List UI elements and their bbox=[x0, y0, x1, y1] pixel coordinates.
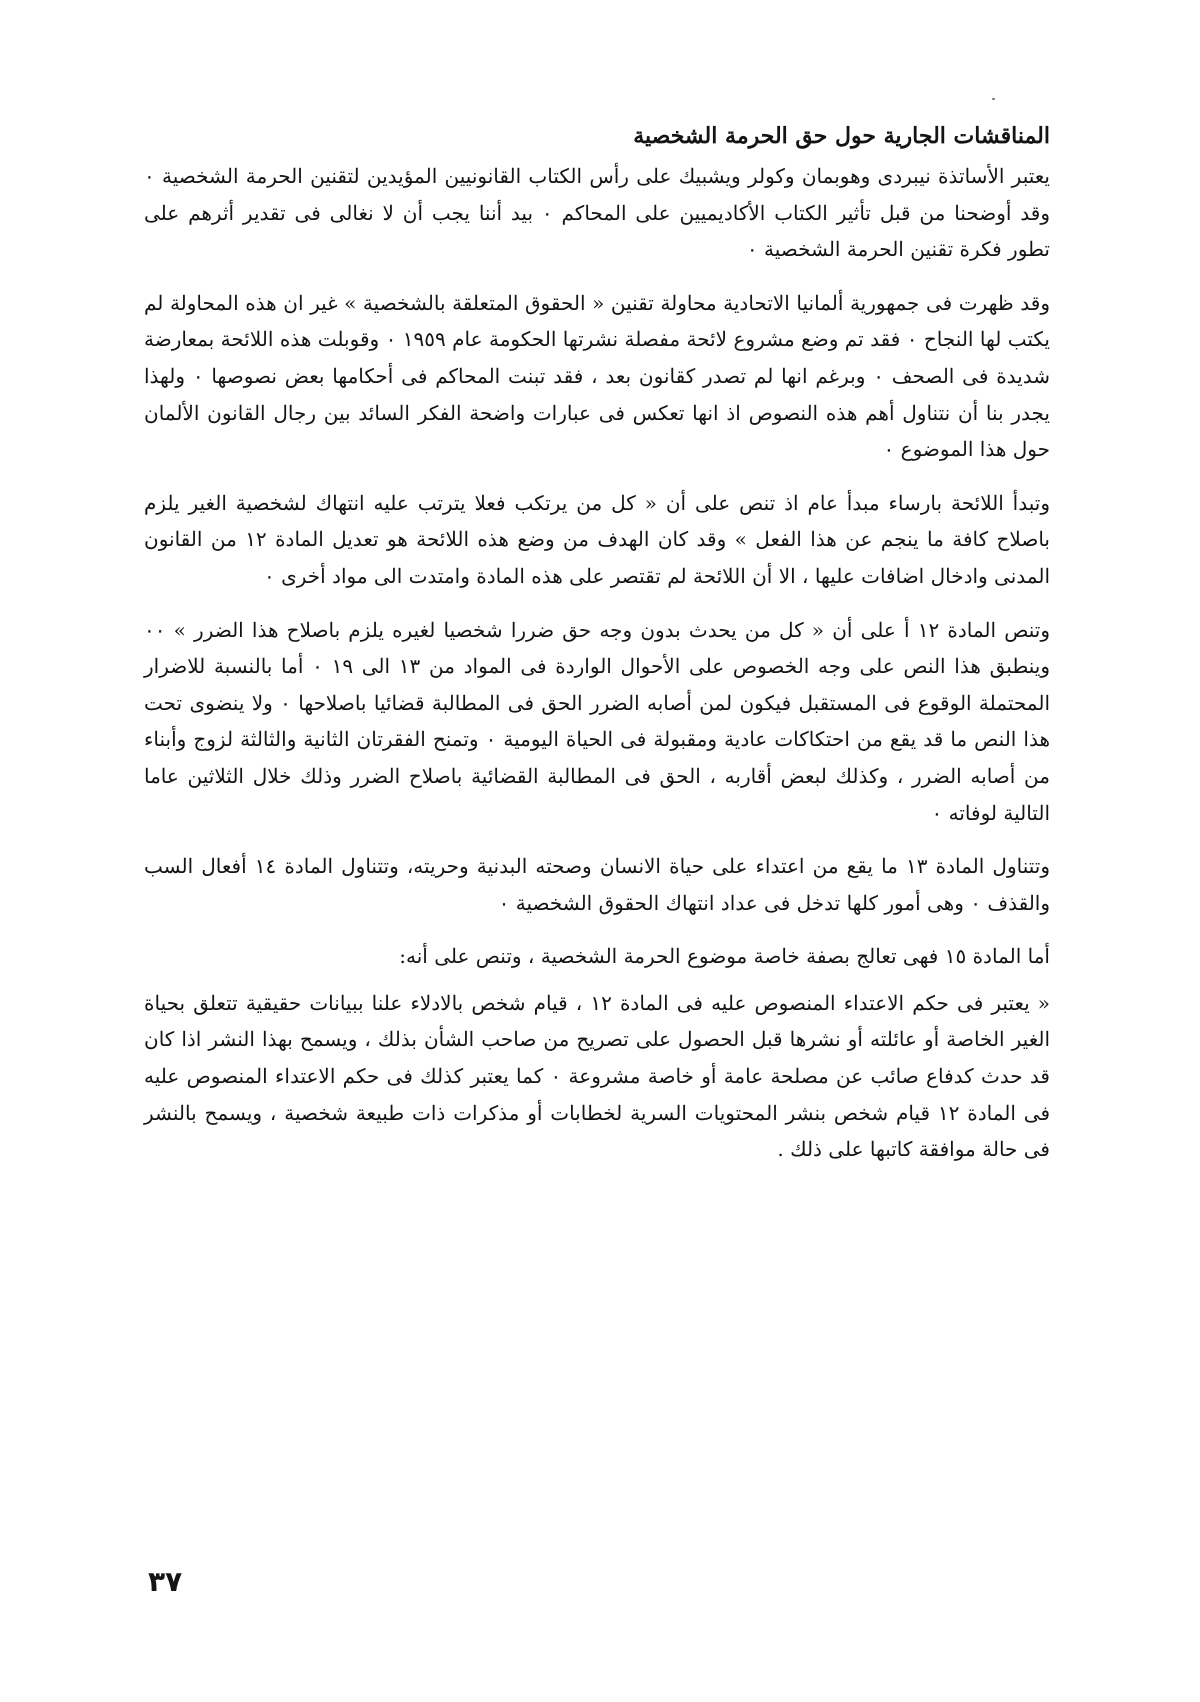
paragraph-1: يعتبر الأساتذة نيبردى وهوبمان وكولر ويشبيك على رأس الكتاب القانونيين المؤيدين لتقنين الحرمة الشخصية ٠ وقد أوضحنا من قبل تأثير الكتاب الأكاديميين على المحاكم ٠ بيد أننا يجب أن لا نغالى فى تقدير أثرهم على تطور فكرة تقنين الحرمة الشخصية ٠ bbox=[144, 164, 1050, 262]
paragraph-3: وتبدأ اللائحة بارساء مبدأ عام اذ تنص على أن « كل من يرتكب فعلا يترتب عليه انتهاك لشخصية الغير يلزم باصلاح كافة ما ينجم عن هذا الفعل » وقد كان الهدف من وضع هذه اللائحة هو تعديل المادة ١٢ من القانون المدنى وادخال اضافات عليها ، الا أن اللائحة لم تقتصر على هذه المادة وامتدت الى مواد أخرى ٠ bbox=[144, 490, 1051, 588]
quoted-article-15: « يعتبر فى حكم الاعتداء المنصوص عليه فى المادة ١٢ ، قيام شخص بالادلاء علنا ببيانات حقيقية تتعلق بحياة الغير الخاصة أو عائلته أو نشرها قبل الحصول على تصريح من صاحب الشأن بذلك ، ويسمح بهذا النشر اذا كان قد حدث كدفاع صائب عن مصلحة عامة أو خاصة مشروعة ٠ كما يعتبر كذلك فى حكم الاعتداء المنصوص عليه فى المادة ١٢ قيام شخص بنشر المحتويات السرية لخطابات أو مذكرات ذات طبيعة شخصية ، ويسمح بالنشر فى حالة موافقة كاتبها على ذلك . bbox=[144, 990, 1051, 1162]
paragraph-5: وتتناول المادة ١٣ ما يقع من اعتداء على حياة الانسان وصحته البدنية وحريته، وتتناول المادة ١٤ أفعال السب والقذف ٠ وهى أمور كلها تدخل فى عداد انتهاك الحقوق الشخصية ٠ bbox=[144, 854, 1050, 915]
page-body bbox=[144, 118, 1050, 1168]
scan-speck bbox=[992, 98, 995, 100]
section-heading: المناقشات الجارية حول حق الحرمة الشخصية bbox=[633, 123, 1050, 149]
page-number: ٣٧ bbox=[148, 1565, 183, 1598]
paragraph-4: وتنص المادة ١٢ أ على أن « كل من يحدث بدون وجه حق ضررا شخصيا لغيره يلزم باصلاح هذا الضرر » ٠٠ وينطبق هذا النص على وجه الخصوص على الأحوال الواردة فى المواد من ١٣ الى ١٩ ٠ أما بالنسبة للاضرار المحتملة الوقوع فى المستقبل فيكون لمن أصابه الضرر الحق فى المطالبة قضائيا باصلاحها ٠ ولا ينضوى تحت هذا النص ما قد يقع من احتكاكات عادية ومقبولة فى الحياة اليومية ٠ وتمنح الفقرتان الثانية والثالثة لزوج وأبناء من أصابه الضرر ، وكذلك لبعض أقاربه ، الحق فى المطالبة القضائية باصلاح الضرر وذلك خلال الثلاثين عاما التالية لوفاته ٠ bbox=[144, 617, 1050, 825]
paragraph-2: وقد ظهرت فى جمهورية ألمانيا الاتحادية محاولة تقنين « الحقوق المتعلقة بالشخصية » غير ان هذه المحاولة لم يكتب لها النجاح ٠ فقد تم وضع مشروع لائحة مفصلة نشرتها الحكومة عام ١٩٥٩ ٠ وقوبلت هذه اللائحة بمعارضة شديدة فى الصحف ٠ وبرغم انها لم تصدر كقانون بعد ، فقد تبنت المحاكم فى أحكامها بعض نصوصها ٠ ولهذا يجدر بنا أن نتناول أهم هذه النصوص اذ انها تعكس فى عبارات واضحة الفكر السائد بين رجال القانون الألمان حول هذا الموضوع ٠ bbox=[144, 290, 1051, 462]
paragraph-6: أما المادة ١٥ فهى تعالج بصفة خاصة موضوع الحرمة الشخصية ، وتنص على أنه: bbox=[399, 944, 1050, 969]
